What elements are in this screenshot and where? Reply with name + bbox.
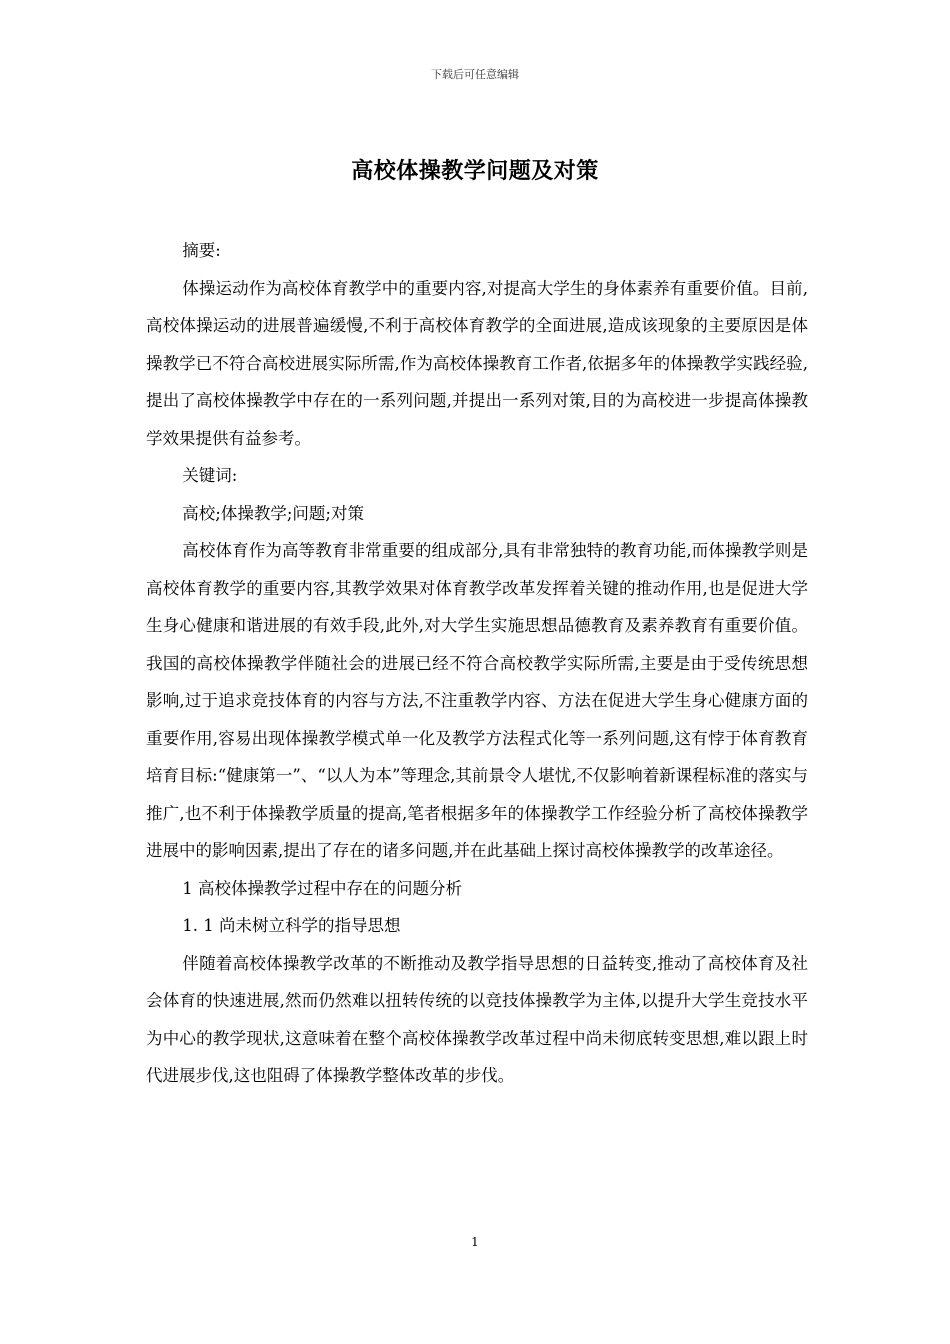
section-heading: 1 高校体操教学过程中存在的问题分析: [182, 878, 463, 898]
subsection-paragraph: 伴随着高校体操教学改革的不断推动及教学指导思想的日益转变,推动了高校体育及社会体育的快速进展,然而仍然难以扭转传统的以竞技体操教学为主体,以提升大学生竞技水平为中心的教学现状,这意味着在整个高校体操教学改革过程中尚未彻底转变思想,难以跟上时代进展步伐,这也阻碍了体操教学整体改革的步伐。: [146, 953, 808, 1085]
page-number: 1: [471, 1235, 479, 1249]
keywords-list: 高校;体操教学;问题;对策: [182, 503, 364, 523]
subsection-heading: 1. 1 尚未树立科学的指导思想: [182, 916, 401, 935]
keywords-label: 关键词:: [182, 466, 238, 485]
intro-paragraph: 高校体育作为高等教育非常重要的组成部分,具有非常独特的教育功能,而体操教学则是高校体育教学的重要内容,其教学效果对体育教学改革发挥着关键的推动作用,也是促进大学生身心健康和谐进展的有效手段,此外,对大学生实施思想品德教育及素养教育有重要价值。我国的高校体操教学伴随社会的进展已经不符合高校教学实际所需,主要是由于受传统思想影响,过于追求竞技体育的内容与方法,不注重教学内容、方法在促进大学生身心健康方面的重要作用,容易出现体操教学模式单一化及教学方法程式化等一系列问题,这有悖于体育教育培育目标:“健康第一”、“以人为本”等理念,其前景令人堪忧,不仅影响着新课程标准的落实与推广,也不利于体操教学质量的提高,笔者根据多年的体操教学工作经验分析了高校体操教学进展中的影响因素,提出了存在的诸多问题,并在此基础上探讨高校体操教学的改革途径。: [146, 541, 808, 860]
header-note: 下载后可任意编辑: [431, 68, 519, 81]
document-body: [146, 232, 808, 1095]
document-title: 高校体操教学问题及对策: [351, 158, 599, 184]
abstract-paragraph: 体操运动作为高校体育教学中的重要内容,对提高大学生的身体素养有重要价值。目前,高校体操运动的进展普遍缓慢,不利于高校体育教学的全面进展,造成该现象的主要原因是体操教学已不符合高校进展实际所需,作为高校体操教育工作者,依据多年的体操教学实践经验,提出了高校体操教学中存在的一系列问题,并提出一系列对策,目的为高校进一步提高体操教学效果提供有益参考。: [146, 278, 808, 448]
abstract-label: 摘要:: [182, 241, 221, 260]
